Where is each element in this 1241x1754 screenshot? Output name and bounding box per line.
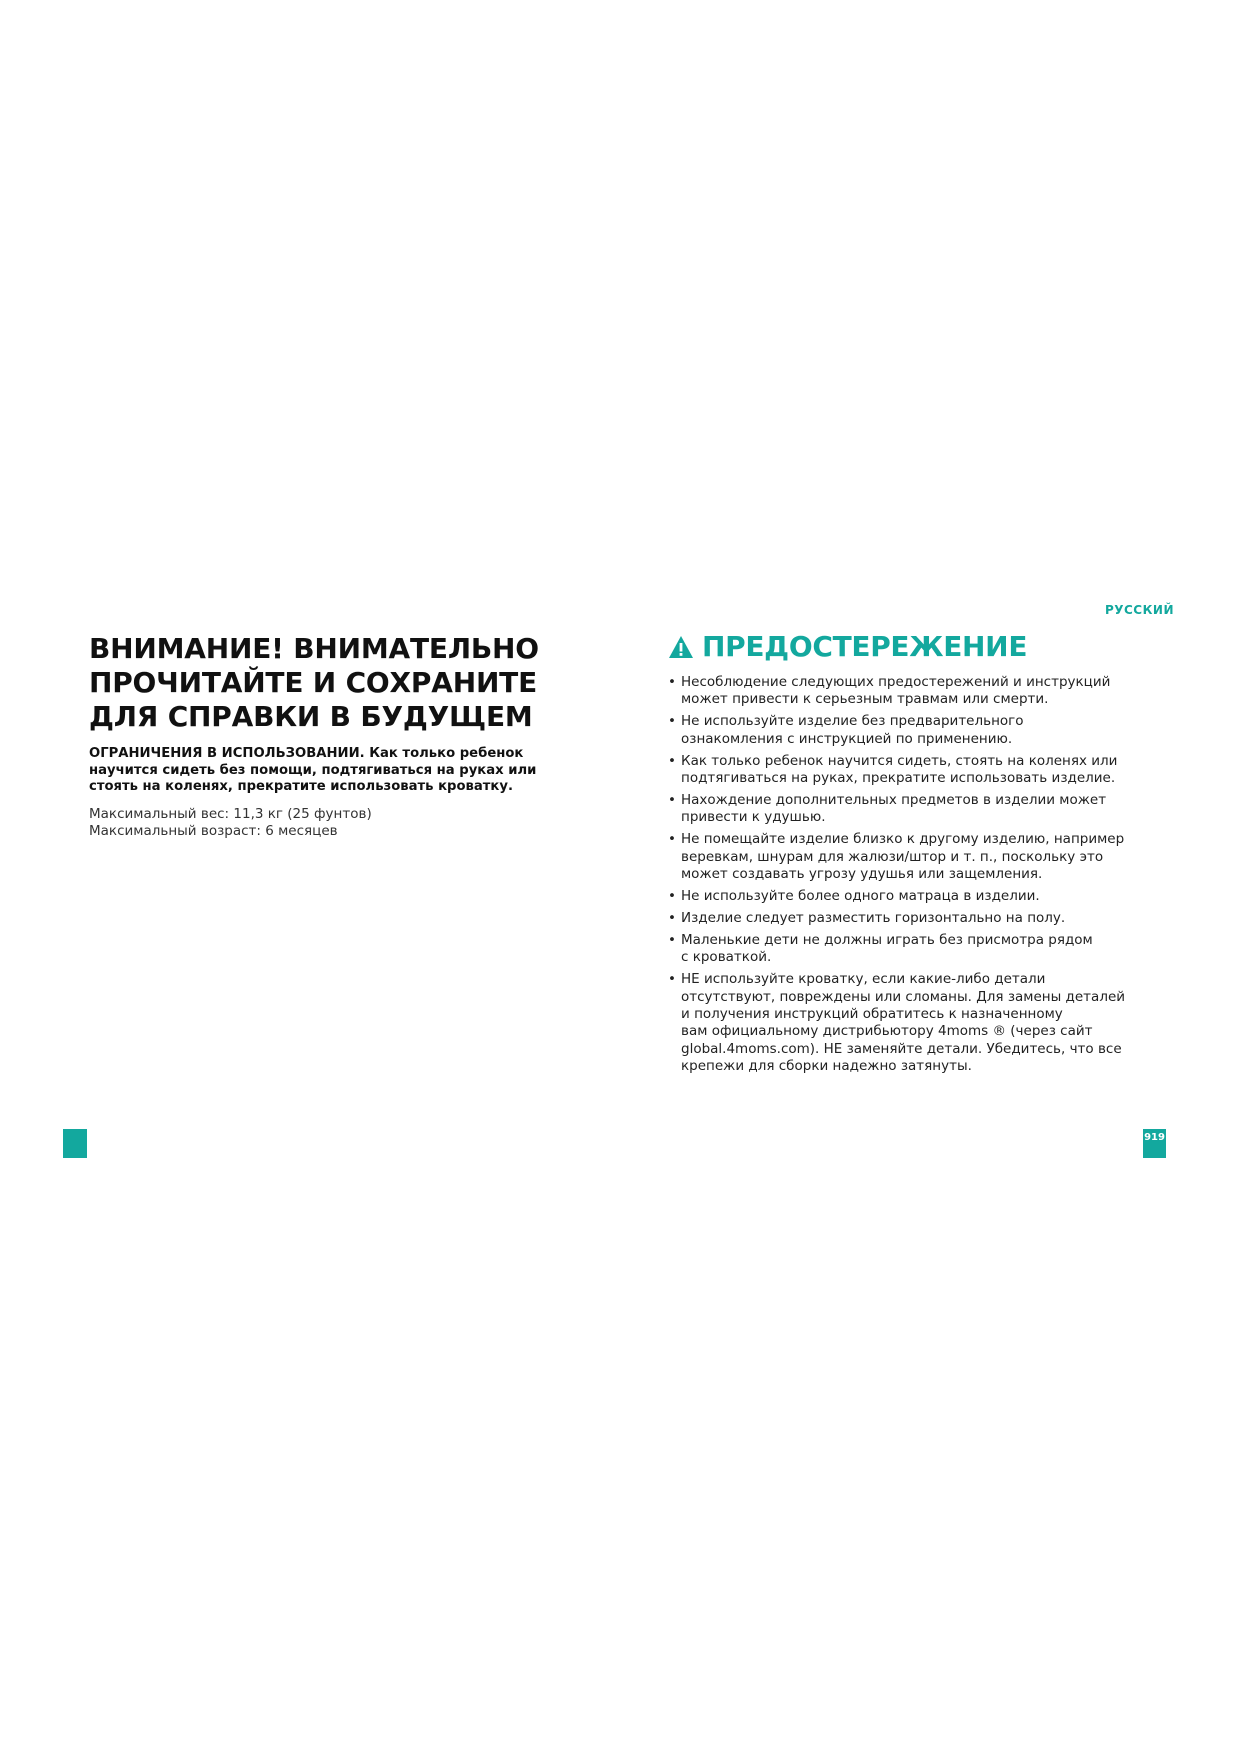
warning-triangle-icon bbox=[668, 635, 694, 659]
right-column bbox=[668, 630, 1168, 1080]
usage-restrictions: ОГРАНИЧЕНИЯ В ИСПОЛЬЗОВАНИИ. Как только ребенок научится сидеть без помощи, подтягиваться на руках или стоять на коленях, прекратите использовать кроватку. bbox=[89, 746, 537, 794]
bullet: • bbox=[668, 887, 676, 904]
max-age: Максимальный возраст: 6 месяцев bbox=[89, 823, 338, 839]
left-page-tab bbox=[63, 1129, 87, 1158]
warning-item-text: Не используйте изделие без предварительного ознакомления с инструкцией по применению. bbox=[681, 713, 1024, 747]
bullet: • bbox=[668, 674, 676, 690]
warning-item bbox=[668, 713, 1168, 748]
warning-item-text: Не используйте более одного матраца в изделии. bbox=[681, 887, 1040, 904]
bullet: • bbox=[668, 971, 676, 988]
warning-item-text: Изделие следует разместить горизонтально на полу. bbox=[681, 909, 1066, 926]
bullet: • bbox=[668, 831, 676, 848]
warning-list bbox=[668, 674, 1168, 1076]
warning-item-text: Маленькие дети не должны играть без присмотра рядом с кроваткой. bbox=[681, 931, 1093, 966]
warning-item bbox=[668, 674, 1168, 709]
warning-item-text: Несоблюдение следующих предостережений и инструкций может привести к серьезным травмам или смерти. bbox=[681, 674, 1111, 708]
left-column bbox=[89, 632, 579, 841]
bullet: • bbox=[668, 909, 676, 926]
specs-block bbox=[89, 806, 579, 841]
warning-item bbox=[668, 753, 1168, 788]
warning-item bbox=[668, 910, 1168, 927]
main-title: ВНИМАНИЕ! ВНИМАТЕЛЬНО ПРОЧИТАЙТЕ И СОХРАНИТЕ ДЛЯ СПРАВКИ В БУДУЩЕМ bbox=[89, 632, 539, 733]
bullet: • bbox=[668, 752, 676, 769]
warning-title: ПРЕДОСТЕРЕЖЕНИЕ bbox=[702, 630, 1028, 663]
warning-item bbox=[668, 831, 1168, 883]
warning-item-text: НЕ используйте кроватку, если какие-либо детали отсутствуют, повреждены или сломаны. Для замены деталей и получения инструкций обратитесь к назначенному вам официальному дистрибьютору 4moms ® (через сайт global.4moms.com). НЕ заменяйте детали. Убедитесь, что все крепежи для сборки надежно затянуты. bbox=[681, 971, 1126, 1075]
warning-item-text: Не помещайте изделие близко к другому изделию, например веревкам, шнурам для жалюзи/штор и т. п., поскольку это может создавать угрозу удушья или защемления. bbox=[681, 831, 1125, 883]
warning-item-text: Как только ребенок научится сидеть, стоять на коленях или подтягиваться на руках, прекратите использовать изделие. bbox=[681, 752, 1118, 787]
language-label: РУССКИЙ bbox=[1104, 603, 1174, 617]
warning-item bbox=[668, 971, 1168, 1075]
bullet: • bbox=[668, 713, 676, 730]
warning-item bbox=[668, 888, 1168, 905]
warning-heading bbox=[668, 630, 1168, 664]
page-number: 919 bbox=[1143, 1129, 1166, 1158]
warning-item-text: Нахождение дополнительных предметов в изделии может привести к удушью. bbox=[681, 791, 1107, 826]
max-weight: Максимальный вес: 11,3 кг (25 фунтов) bbox=[89, 805, 372, 822]
bullet: • bbox=[668, 931, 676, 948]
warning-item bbox=[668, 792, 1168, 827]
bullet: • bbox=[668, 791, 676, 808]
warning-item bbox=[668, 932, 1168, 967]
